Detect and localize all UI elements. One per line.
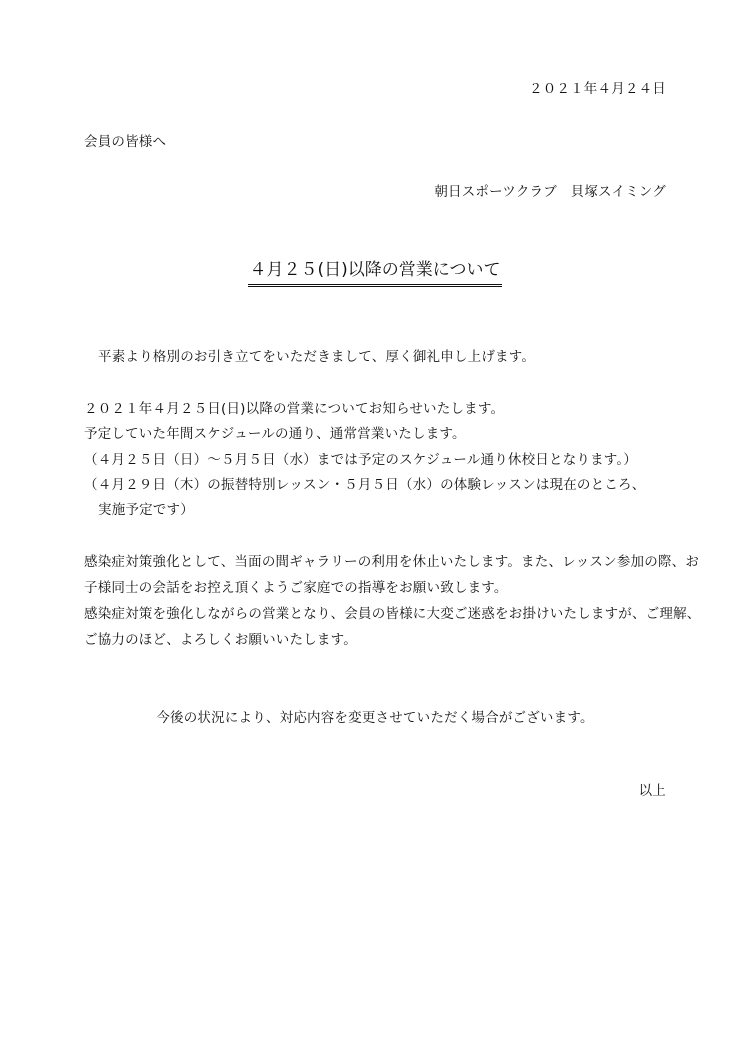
sender: 朝日スポーツクラブ 貝塚スイミング <box>434 184 666 200</box>
paragraph1-line: 予定していた年間スケジュールの通り、通常営業いたします。 <box>84 426 466 442</box>
paragraph2-line: 感染症対策強化として、当面の間ギャラリーの利用を休止いたします。また、レッスン参加の際、お <box>84 554 700 570</box>
addressee: 会員の皆様へ <box>84 134 167 150</box>
greeting: 平素より格別のお引き立てをいただきまして、厚く御礼申し上げます。 <box>98 349 536 365</box>
notice-text: 今後の状況により、対応内容を変更させていただく場合がございます。 <box>156 710 594 726</box>
paragraph2-line: 感染症対策を強化しながらの営業となり、会員の皆様に大変ご迷惑をお掛けいたしますが、ご理解、 <box>84 606 701 622</box>
document-title <box>0 259 750 287</box>
paragraph1-line: （４月２５日（日）～５月５日（水）までは予定のスケジュール通り休校日となります。） <box>84 452 638 468</box>
document-title-text: ４月２５(日)以降の営業について <box>248 259 503 287</box>
paragraph1-line: ２０２１年４月２５日(日)以降の営業についてお知らせいたします。 <box>84 401 505 417</box>
paragraph2-line: 子様同士の会話をお控え頂くようご家庭での指導をお願い致します。 <box>84 580 508 596</box>
paragraph1-line: 実施予定です） <box>98 502 194 518</box>
document-date: ２０２１年４月２４日 <box>529 81 666 97</box>
paragraph1-line: （４月２９日（木）の振替特別レッスン・５月５日（水）の体験レッスンは現在のところ、 <box>84 477 646 493</box>
closing-text: 以上 <box>638 783 666 799</box>
paragraph2-line: ご協力のほど、よろしくお願いいたします。 <box>84 632 357 648</box>
